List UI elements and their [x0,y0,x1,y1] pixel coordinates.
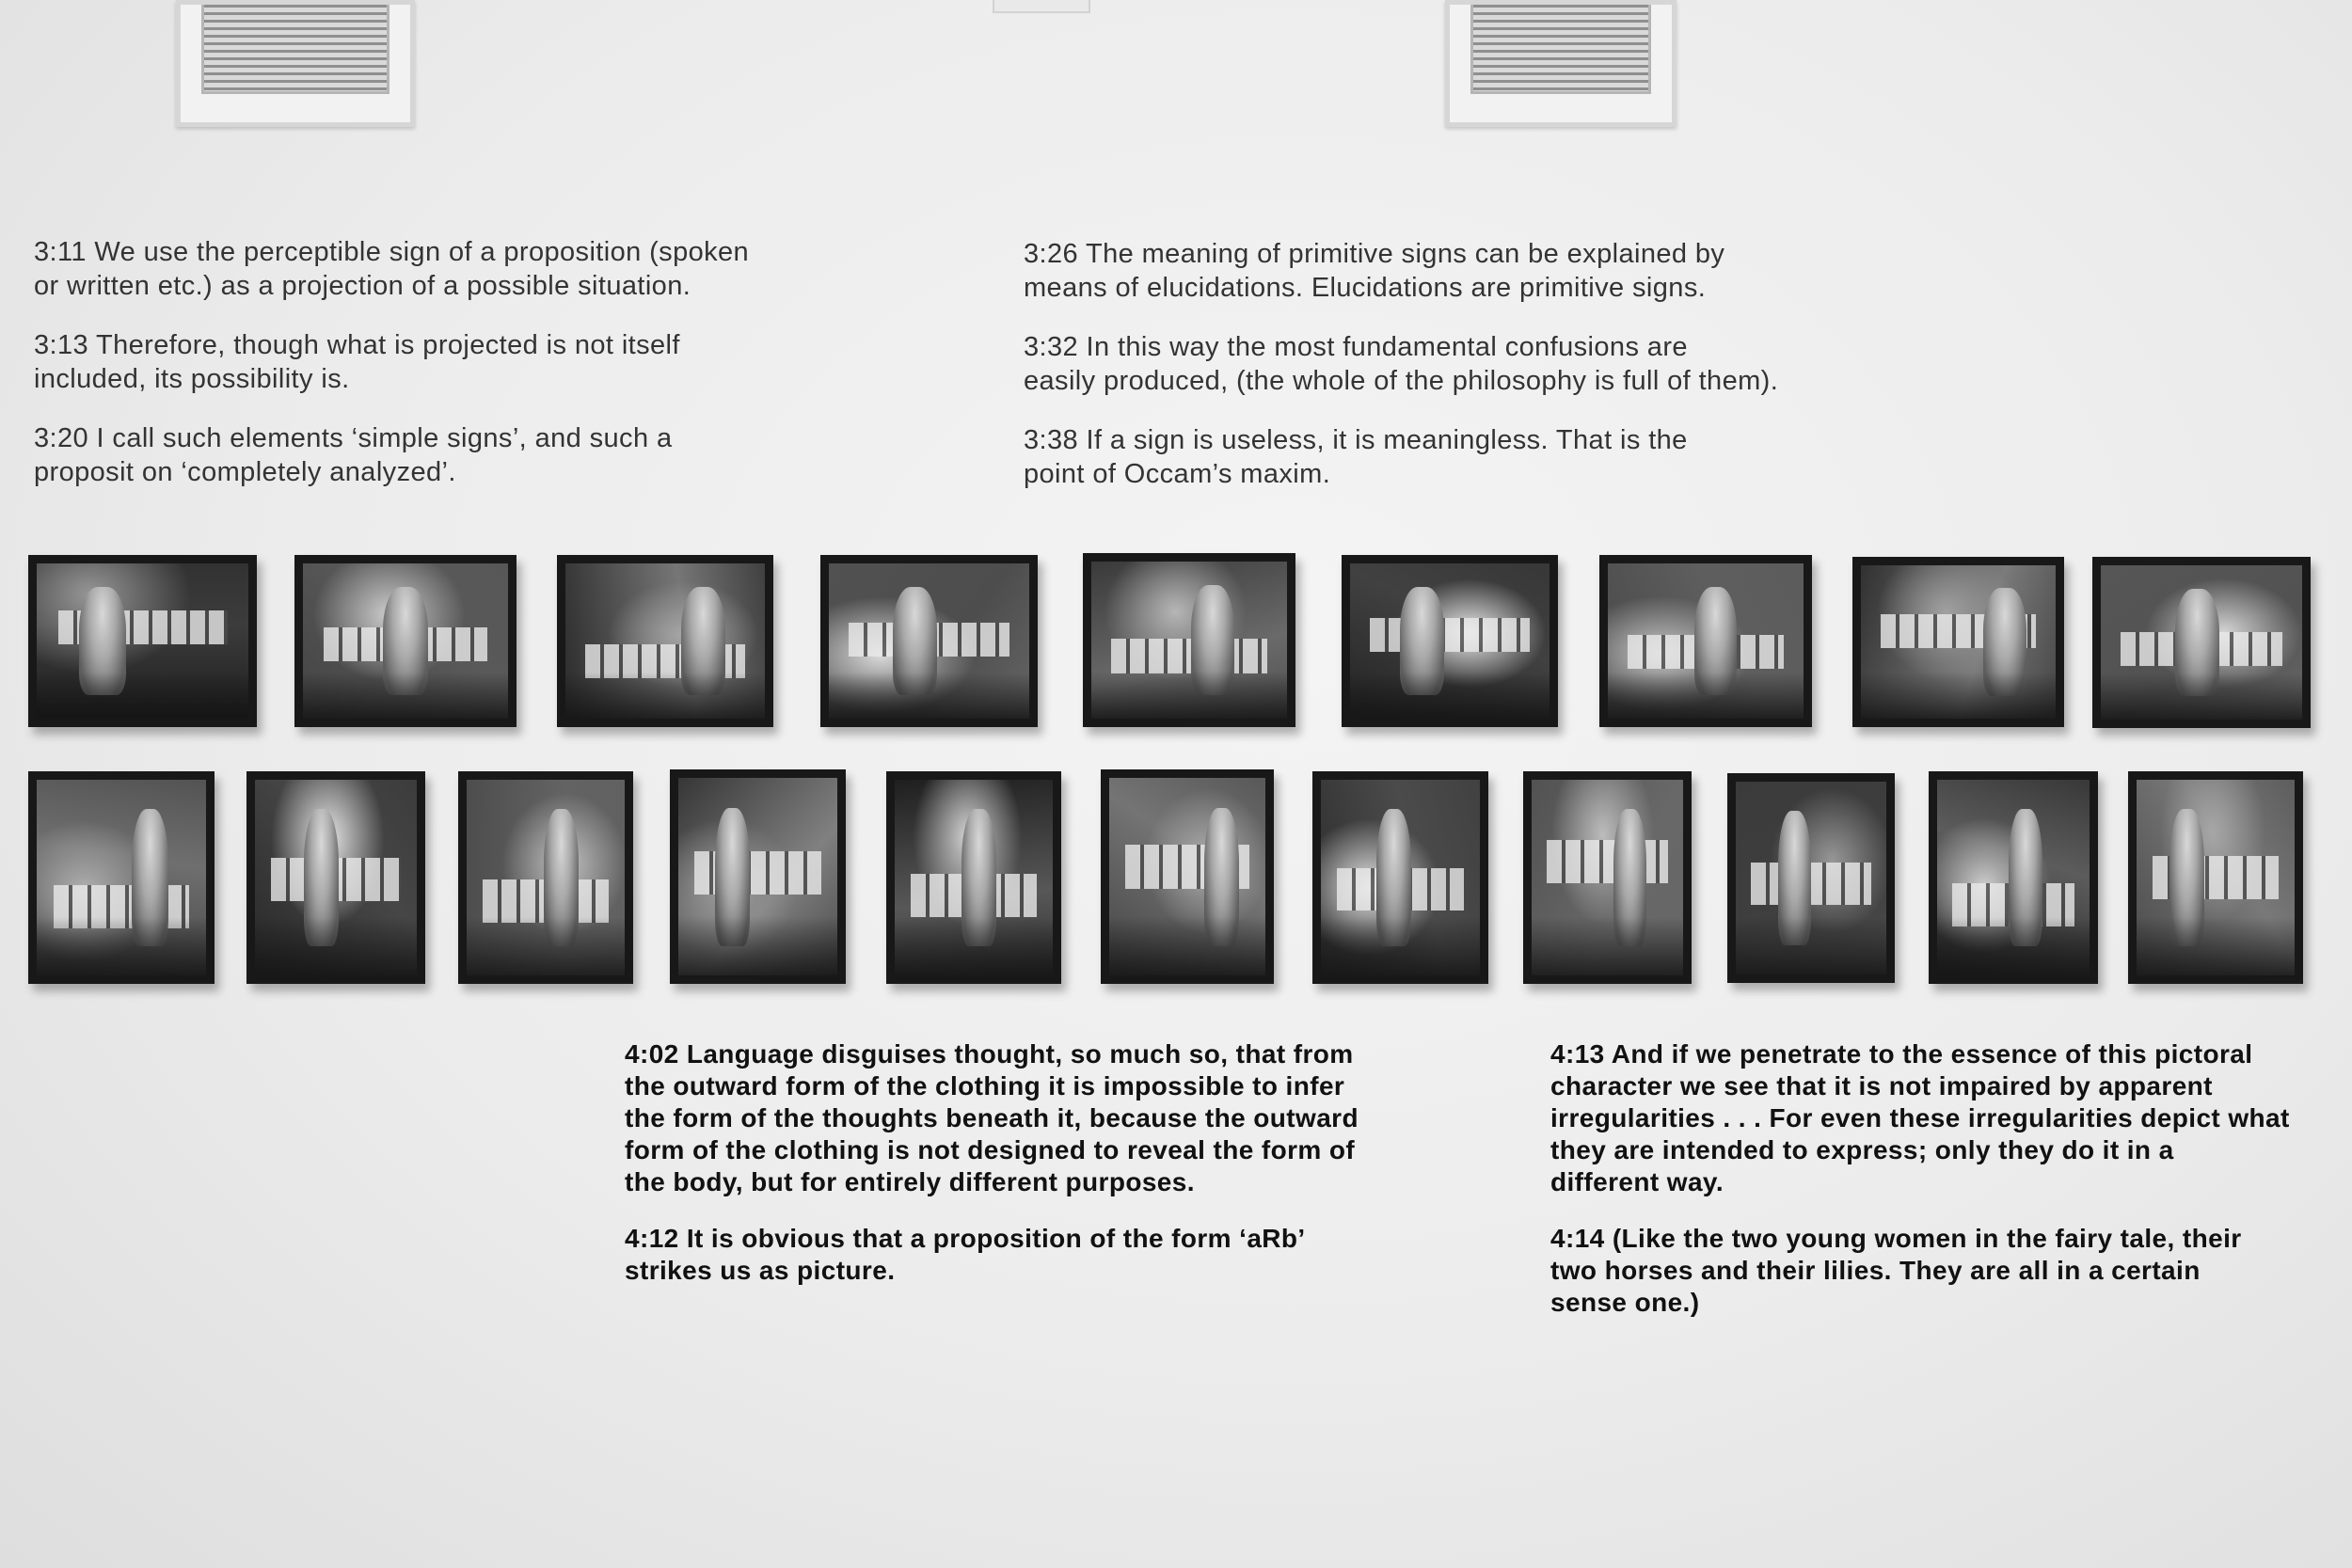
ceiling-vent-right [1445,0,1677,127]
photograph-image [1608,563,1804,719]
framed-photograph [246,771,425,984]
wall-text-entry: 3:38 If a sign is useless, it is meaningless. That is the point of Occam’s maxim. [1024,425,1688,489]
framed-photograph [294,555,516,727]
framed-photograph [557,555,773,727]
ceiling-fixture [993,0,1090,13]
framed-photograph [2092,557,2311,728]
vent-louvers [201,5,389,94]
wall-text-bottom-left [625,1038,1471,1311]
photo-shadow-detail [1350,673,1549,720]
photo-window-detail [1370,618,1530,652]
vent-louvers [1470,5,1651,94]
photo-shadow-detail [895,917,1053,975]
photograph-image [37,563,248,719]
wall-text-entry: 4:14 (Like the two young women in the fairy tale, their two horses and their lilies. They are all in a certain sense one.) [1550,1224,2242,1317]
framed-photograph [1101,769,1274,984]
framed-photograph [28,555,257,727]
photo-shadow-detail [1321,917,1480,975]
photo-shadow-detail [37,917,206,975]
photograph-image [2137,780,2295,975]
photo-shadow-detail [565,673,765,720]
photograph-image [2101,565,2302,720]
photo-shadow-detail [1937,917,2090,975]
photograph-image [1109,778,1265,975]
framed-photograph [1312,771,1488,984]
photo-shadow-detail [1091,672,1287,719]
photograph-image [303,563,508,719]
photograph-image [1532,780,1683,975]
photograph-image [829,563,1029,719]
framed-photograph [2128,771,2303,984]
framed-photograph [1727,773,1895,983]
photo-shadow-detail [678,916,837,975]
framed-photograph [1523,771,1692,984]
photo-window-detail [1547,840,1668,883]
photo-shadow-detail [255,917,417,975]
ceiling-vent-left [176,0,415,127]
photograph-image [678,778,837,975]
wall-text-entry: 3:20 I call such elements ‘simple signs’, and such a proposit on ‘completely analyzed’. [34,423,673,487]
wall-text-entry: 3:13 Therefore, though what is projected is not itself included, its possibility is. [34,330,680,394]
wall-text-top-left [34,235,928,515]
photo-shadow-detail [1861,673,2056,719]
framed-photograph [1083,553,1295,727]
framed-photograph [1599,555,1812,727]
wall-text-entry: 3:11 We use the perceptible sign of a proposition (spoken or written etc.) as a projection of a possible situation. [34,237,750,301]
photograph-image [1736,782,1886,974]
framed-photograph [820,555,1038,727]
photo-shadow-detail [37,673,248,720]
framed-photograph [1342,555,1558,727]
photo-shadow-detail [467,917,625,975]
photograph-image [1091,562,1287,719]
wall-text-bottom-right [1550,1038,2322,1343]
photograph-image [467,780,625,975]
photograph-image [1861,565,2056,719]
framed-photograph [28,771,215,984]
photograph-image [565,563,765,719]
wall-text-entry: 3:26 The meaning of primitive signs can be explained by means of elucidations. Elucidations are primitive signs. [1024,239,1725,303]
framed-photograph [458,771,633,984]
framed-photograph [886,771,1061,984]
wall-text-top-right [1024,237,1964,516]
wall-text-entry: 4:02 Language disguises thought, so much so, that from the outward form of the clothing it is impossible to infer the form of the thoughts beneath it, because the outward form of the clothing is not designed to reveal the form of the body, but for entirely different purposes. [625,1039,1359,1196]
framed-photograph [670,769,846,984]
framed-photograph [1852,557,2064,727]
photo-shadow-detail [2101,673,2302,720]
wall-text-entry: 4:13 And if we penetrate to the essence of this pictoral character we see that it is not impaired by apparent irregularities . . . For even these irregularities depict what they are intended to express; only they do it in a different way. [1550,1039,2290,1196]
photo-shadow-detail [1109,916,1265,975]
photo-shadow-detail [2137,917,2295,975]
photograph-image [1350,563,1549,719]
framed-photograph [1929,771,2098,984]
photograph-image [255,780,417,975]
photo-shadow-detail [1608,673,1804,720]
photo-window-detail [694,851,821,895]
photo-shadow-detail [303,673,508,720]
photo-shadow-detail [1736,917,1886,975]
wall-text-entry: 4:12 It is obvious that a proposition of the form ‘aRb’ strikes us as picture. [625,1224,1306,1285]
photograph-image [895,780,1053,975]
photo-shadow-detail [1532,917,1683,975]
photo-window-detail [1751,863,1871,905]
photograph-image [1321,780,1480,975]
photograph-image [1937,780,2090,975]
photo-shadow-detail [829,673,1029,720]
photo-window-detail [1111,639,1267,673]
photograph-image [37,780,206,975]
wall-text-entry: 3:32 In this way the most fundamental confusions are easily produced, (the whole of the philosophy is full of them). [1024,332,1779,396]
